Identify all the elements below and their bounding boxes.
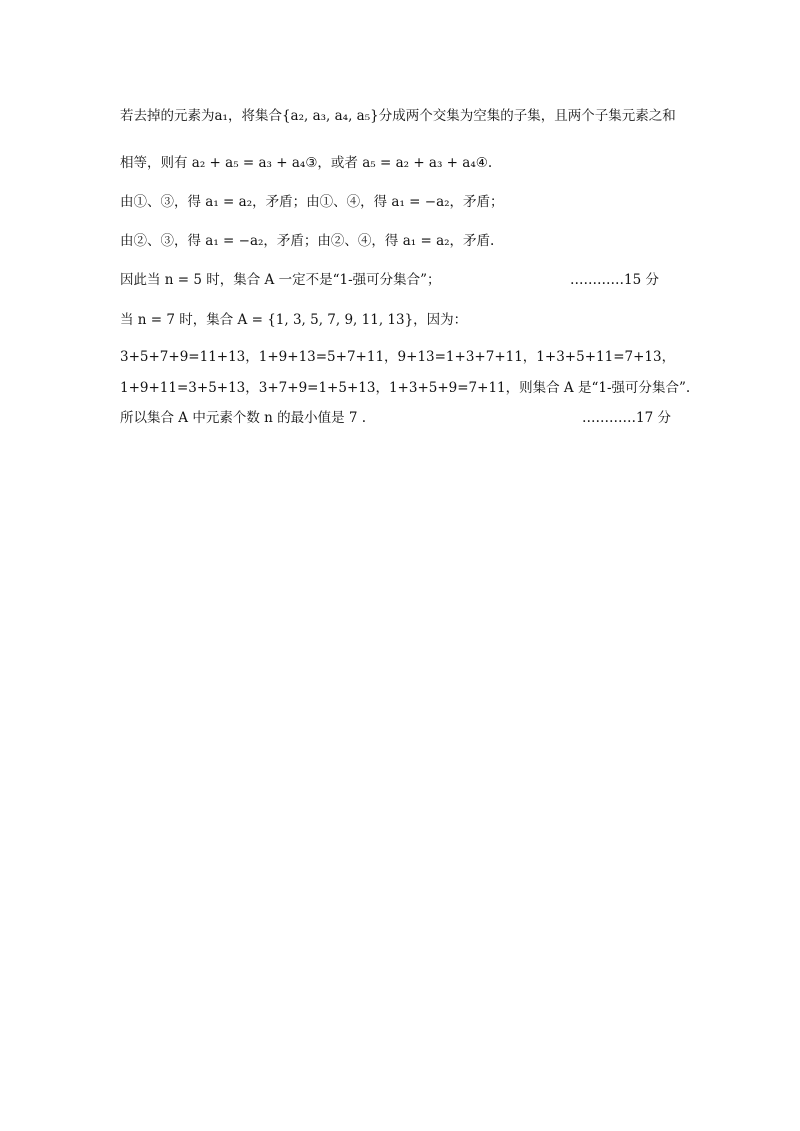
score-marker-15: …………15 分 (570, 272, 659, 288)
solution-line-9: 所以集合 A 中元素个数 n 的最小值是 7 . (120, 410, 367, 426)
score-marker-17: …………17 分 (582, 410, 671, 426)
solution-line-4: 由②、③，得 a₁ = −a₂，矛盾；由②、④，得 a₁ = a₂，矛盾. (120, 233, 495, 249)
solution-line-7: 3+5+7+9=11+13，1+9+13=5+7+11，9+13=1+3+7+11，1+3+5+11=7+13， (120, 349, 676, 365)
solution-line-1: 若去掉的元素为a₁，将集合{a₂, a₃, a₄, a₅}分成两个交集为空集的子集，且两个子集元素之和 (120, 108, 676, 124)
solution-line-5: 因此当 n = 5 时，集合 A 一定不是“1-强可分集合”； (120, 272, 441, 288)
solution-line-8: 1+9+11=3+5+13，3+7+9=1+5+13，1+3+5+9=7+11，则集合 A 是“1-强可分集合”. (120, 380, 691, 396)
solution-line-2: 相等，则有 a₂ + a₅ = a₃ + a₄③，或者 a₅ = a₂ + a₃ + a₄④. (120, 155, 493, 171)
solution-line-6: 当 n = 7 时，集合 A = {1, 3, 5, 7, 9, 11, 13}，因为： (120, 312, 468, 328)
solution-line-3: 由①、③，得 a₁ = a₂，矛盾；由①、④，得 a₁ = −a₂，矛盾； (120, 194, 504, 210)
